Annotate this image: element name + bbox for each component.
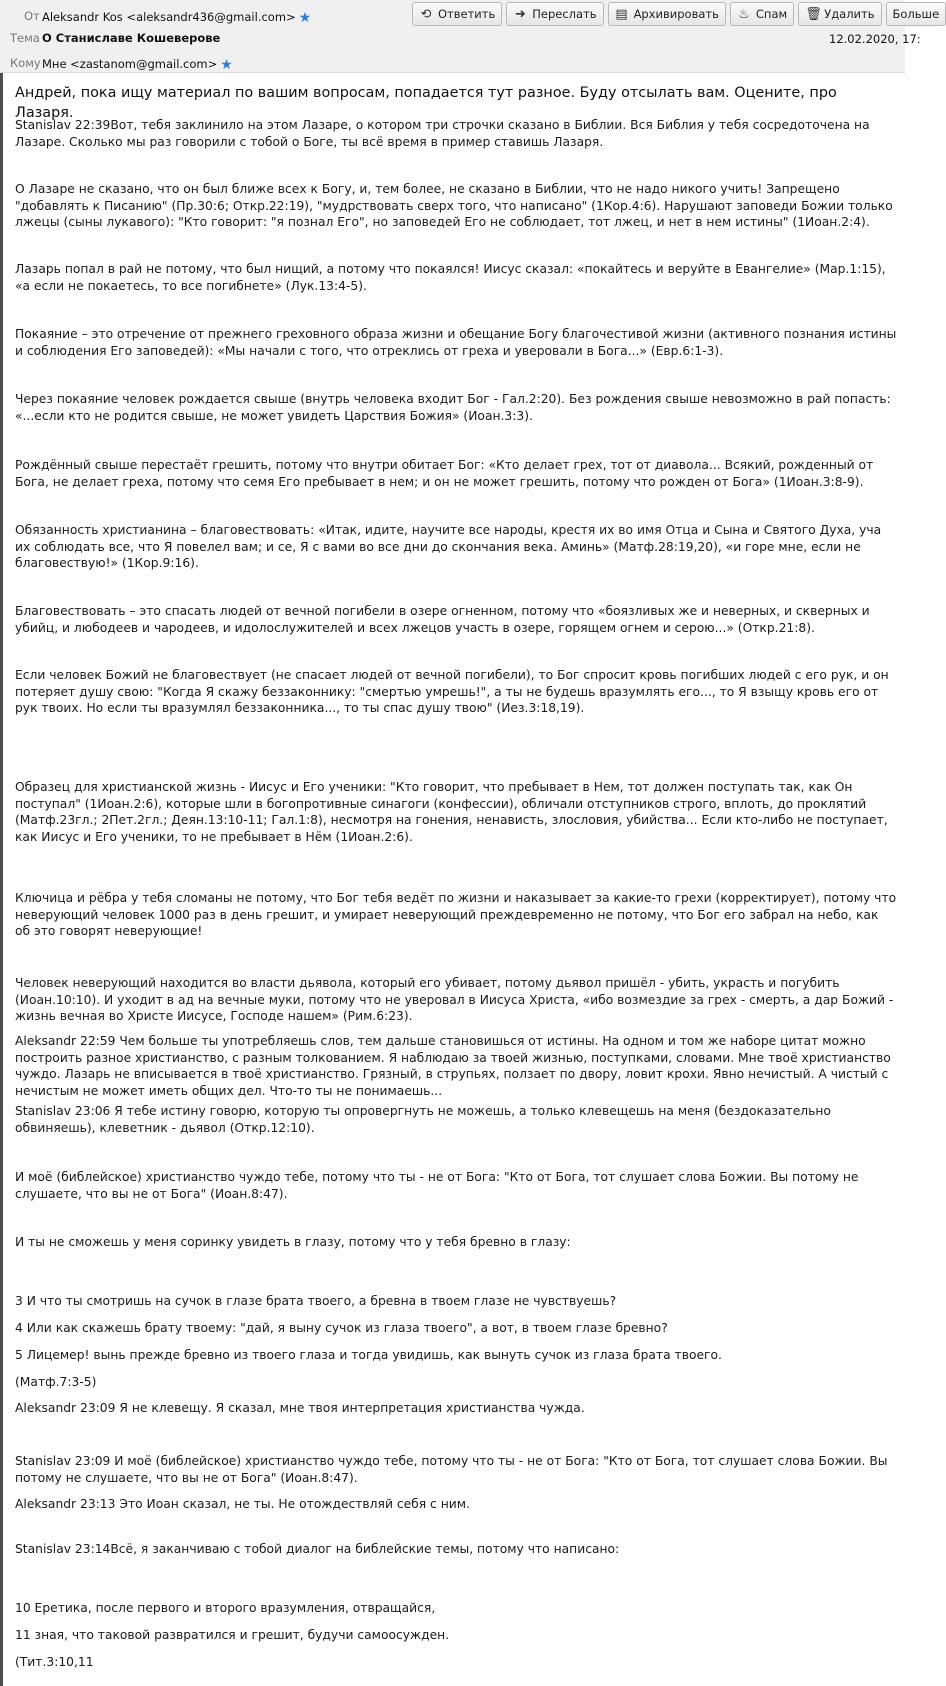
subject-value: О Станиславе Кошеверове: [42, 31, 221, 45]
message-paragraph: (Тит.3:10,11: [15, 1655, 94, 1669]
flame-icon: ♨: [738, 6, 750, 22]
star-icon[interactable]: ★: [298, 10, 312, 26]
message-paragraph: 11 зная, что таковой развратился и грешит, будучи самоосужден.: [15, 1628, 450, 1642]
from-value[interactable]: [42, 9, 311, 25]
message-paragraph: Aleksandr 23:09 Я не клевещу. Я сказал, мне твоя интерпретация христианства чужда.: [15, 1401, 585, 1415]
forward-arrow-icon: ➜: [514, 6, 526, 22]
message-paragraph: Если человек Божий не благовествует (не спасает людей от вечной погибели), то Бог спросит кровь погибших людей с его рук, и он потеряет душу свою: "Когда Я скажу беззаконнику: "смертью умрешь!", а ты не будешь вразумлять его..., то Я взыщу кровь его от рук твоих. Но если ты вразумлял беззаконника..., то ты спас душу твою" (Иез.3:18,19).: [15, 668, 889, 715]
message-paragraph: Покаяние – это отречение от прежнего греховного образа жизни и обещание Богу благочестивой жизни (активного познания истины и соблюдения Его заповедей): «Мы начали с того, что отреклись от греха и уверовали в Бога...» (Евр.6:1-3).: [15, 327, 897, 358]
star-icon[interactable]: ★: [220, 57, 233, 73]
message-paragraph: Stanislav 23:09 И моё (библейское) христианство чуждо тебе, потому что ты - не от Бога: "Кто от Бога, тот слушает слова Божии. Вы потому не слушаете, что вы не от Бога" (Иоан.8:47).: [15, 1454, 888, 1485]
forward-button[interactable]: [506, 2, 603, 26]
message-paragraph: 5 Лицемер! вынь прежде бревно из твоего глаза и тогда увидишь, как вынуть сучок из глаза брата твоего.: [15, 1348, 722, 1362]
message-paragraph: Образец для христианской жизнь - Иисус и Его ученики: "Кто говорит, что пребывает в Нем, тот должен поступать так, как Он поступал" (1Иоан.2:6), которые шли в богопротивные синагоги (конфессии), обличали отступников строго, вплоть, до проклятий (Матф.23гл.; 2Пет.2гл.; Деян.13:10-11; Гал.1:8), несмотря на гонения, ненависть, злословия, убийства... Если кто-либо не поступает, как Иисус и Его ученики, то не пребывает в Нём (1Иоан.2:6).: [15, 780, 888, 844]
delete-label: Удалить: [824, 7, 875, 21]
trash-icon: 🗑: [805, 6, 822, 22]
message-paragraph: Ключица и рёбра у тебя сломаны не потому, что Бог тебя ведёт по жизни и наказывает за какие-то грехи (корректирует), потому что неверующий человек 1000 раз в день грешит, и умирает неверующий преждевременно не потому, что Бог его забрал на небо, как об это говорят неверующие!: [15, 891, 897, 938]
message-paragraph: (Матф.7:3-5): [15, 1375, 97, 1389]
from-label: От: [24, 9, 40, 23]
archive-label: Архивировать: [633, 7, 719, 21]
message-paragraph: Через покаяние человек рождается свыше (внутрь человека входит Бог - Гал.2:20). Без рождения свыше невозможно в рай попасть: «...если кто не родится свыше, не может увидеть Царствия Божия» (Иоан.3:3).: [15, 392, 891, 423]
to-value[interactable]: [42, 56, 233, 72]
more-button[interactable]: [886, 2, 946, 26]
subject-label: Тема: [10, 31, 40, 45]
message-paragraph: И моё (библейское) христианство чуждо тебе, потому что ты - не от Бога: "Кто от Бога, тот слушает слова Божии. Вы потому не слушаете, что вы не от Бога" (Иоан.8:47).: [15, 1170, 859, 1201]
more-label: Больше: [892, 7, 940, 21]
message-paragraph: 4 Или как скажешь брату твоему: "дай, я выну сучок из глаза твоего", а вот, в твоем глазе бревно?: [15, 1321, 668, 1335]
spam-button[interactable]: [730, 2, 794, 26]
recipient-address[interactable]: Мне <zastanom@gmail.com>: [42, 57, 218, 71]
reply-icon: ⟲: [420, 6, 432, 22]
message-paragraph: 3 И что ты смотришь на сучок в глазе брата твоего, а бревна в твоем глазе не чувствуешь?: [15, 1294, 617, 1308]
message-paragraph: Stanislav 23:06 Я тебе истину говорю, которую ты опровергнуть не можешь, а только клевещешь на меня (бездоказательно обвиняешь), клеветник - дьявол (Откр.12:10).: [15, 1104, 831, 1135]
message-date: 12.02.2020, 17:: [829, 32, 921, 46]
message-header: [0, 0, 940, 73]
sender-address[interactable]: Aleksandr Kos <aleksandr436@gmail.com>: [42, 10, 296, 24]
message-paragraph: 10 Еретика, после первого и второго вразумления, отвращайся,: [15, 1601, 436, 1615]
message-body: [0, 73, 905, 1686]
message-paragraph: Человек неверующий находится во власти дьявола, который его убивает, потому дьявол пришёл - убить, украсть и погубить (Иоан.10:10). И уходит в ад на вечные муки, потому что не уверовал в Иисуса Христа, «ибо возмездие за грех - смерть, а дар Божий - жизнь вечная во Христе Иисусе, Господе нашем» (Рим.6:23).: [15, 976, 894, 1023]
forward-label: Переслать: [532, 7, 597, 21]
message-paragraph: Рождённый свыше перестаёт грешить, потому что внутри обитает Бог: «Кто делает грех, тот от диавола... Всякий, рожденный от Бога, не делает греха, потому что семя Его пребывает в нем; и он не может грешить, потому что рожден от Бога» (1Иоан.3:8-9).: [15, 458, 874, 489]
message-paragraph: Aleksandr 22:59 Чем больше ты употребляешь слов, тем дальше становишься от истины. На одном и том же наборе цитат можно построить разное христианство, с разным толкованием. Я наблюдаю за твоей жизнью, поступками, словами. Мне твоё христианство чуждо. Лазарь не вписывается в твоё христианство. Грязный, в струпьях, ползает по двору, ловит крохи. Явно нечистый. А чистый с нечистым не может иметь общих дел. Что-то ты не понимаешь...: [15, 1034, 891, 1098]
reply-button[interactable]: [412, 2, 502, 26]
to-label: Кому: [10, 56, 41, 70]
message-paragraph: Stanislav 23:14Всё, я заканчиваю с тобой диалог на библейские темы, потому что написано:: [15, 1542, 620, 1556]
intro-paragraph: Андрей, пока ищу материал по вашим вопросам, попадается тут разное. Буду отсылать вам. Оцените, про Лазаря.: [15, 85, 837, 121]
message-paragraph: Stanislav 22:39Вот, тебя заклинило на этом Лазаре, о котором три строчки сказано в Библии. Вся Библия у тебя сосредоточена на Лазаре. Сколько мы раз говорили с тобой о Боге, ты всё время в пример ставишь Лазаря.: [15, 118, 870, 149]
reply-label: Ответить: [438, 7, 496, 21]
archive-button[interactable]: [608, 2, 726, 26]
message-paragraph: Лазарь попал в рай не потому, что был нищий, а потому что покаялся! Иисус сказал: «покайтесь и веруйте в Евангелие» (Мар.1:15), «а если не покаетесь, то все погибнете» (Лук.13:4-5).: [15, 262, 886, 293]
message-paragraph: Aleksandr 23:13 Это Иоан сказал, не ты. Не отождествляй себя с ним.: [15, 1497, 470, 1511]
message-paragraph: Благовествовать – это спасать людей от вечной погибели в озере огненном, потому что «боязливых же и неверных, и скверных и убийц, и любодеев и чародеев, и идолослужителей и всех лжецов участь в озере, горящем огнем и серою...» (Откр.21:8).: [15, 604, 870, 635]
delete-button[interactable]: [798, 2, 881, 26]
message-paragraph: И ты не сможешь у меня соринку увидеть в глазу, потому что у тебя бревно в глазу:: [15, 1235, 571, 1249]
message-paragraph: О Лазаре не сказано, что он был ближе всех к Богу, и, тем более, не сказано в Библии, что не надо никого учить! Запрещено "добавлять к Писанию" (Пр.30:6; Откр.22:19), "мудрствовать сверх того, что написано" (1Кор.4:6). Нарушают заповеди Божии только лжецы (сыны лукавого): "Кто говорит: "я познал Его", но заповедей Его не соблюдает, тот лжец, и нет в нем истины" (1Иоан.2:4).: [15, 182, 893, 229]
archive-box-icon: ▤: [615, 6, 628, 22]
message-toolbar: [412, 2, 946, 26]
spam-label: Спам: [755, 7, 788, 21]
message-paragraph: Обязанность христианина – благовествовать: «Итак, идите, научите все народы, крестя их во имя Отца и Сына и Святого Духа, уча их соблюдать все, что Я повелел вам; и се, Я с вами во все дни до скончания века. Аминь» (Матф.28:19,20), «и горе мне, если не благовествую!» (1Кор.9:16).: [15, 523, 882, 570]
